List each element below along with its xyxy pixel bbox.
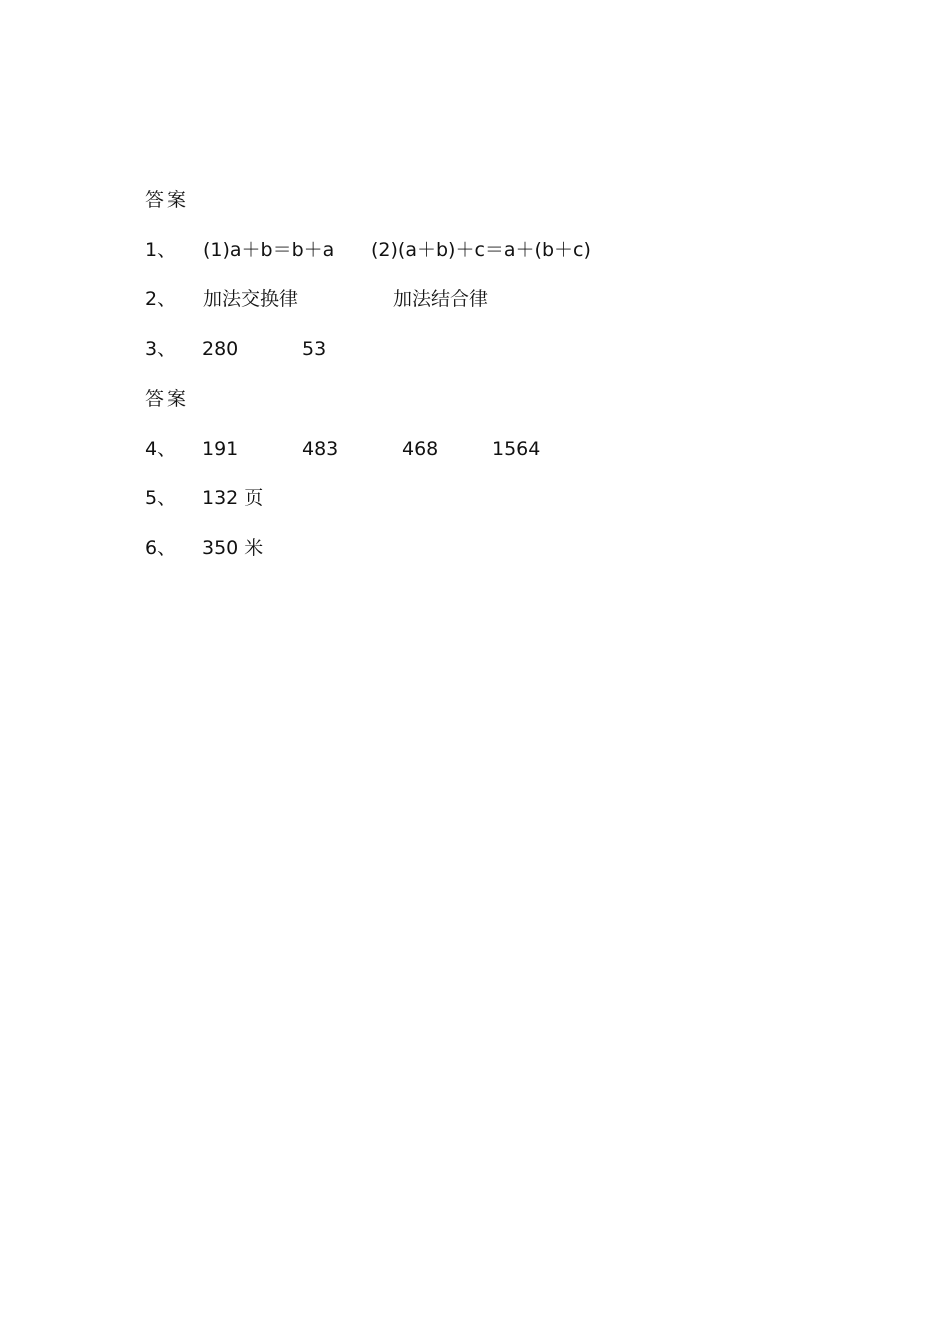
answer-value-2: 483 (302, 438, 339, 460)
section-heading-1: 答案 (145, 189, 190, 211)
question-number: 6、 (145, 537, 177, 559)
question-number: 4、 (145, 438, 177, 460)
answer-text-2: 加法结合律 (393, 288, 489, 310)
answer-value-1: 280 (202, 338, 239, 360)
answer-text-1: 加法交换律 (203, 288, 299, 310)
answer-value-1: 191 (202, 438, 239, 460)
question-number: 2、 (145, 288, 177, 310)
answer-value-3: 468 (402, 438, 439, 460)
answer-value: 350 米 (202, 537, 264, 559)
answer-value-2: 53 (302, 338, 327, 360)
section-heading-2: 答案 (145, 388, 190, 410)
answer-row-6 (145, 533, 345, 563)
answer-row-2 (145, 284, 545, 314)
answer-row-4 (145, 434, 565, 464)
question-number: 3、 (145, 338, 177, 360)
answer-value-4: 1564 (492, 438, 541, 460)
answer-formula-2: (2)(a＋b)＋c＝a＋(b＋c) (371, 239, 591, 261)
answer-formula-1: (1)a＋b＝b＋a (203, 239, 335, 261)
answer-row-5 (145, 483, 345, 513)
answer-value: 132 页 (202, 487, 264, 509)
question-number: 5、 (145, 487, 177, 509)
answer-row-3 (145, 334, 395, 364)
question-number: 1、 (145, 239, 177, 261)
answer-row-1 (145, 235, 665, 265)
